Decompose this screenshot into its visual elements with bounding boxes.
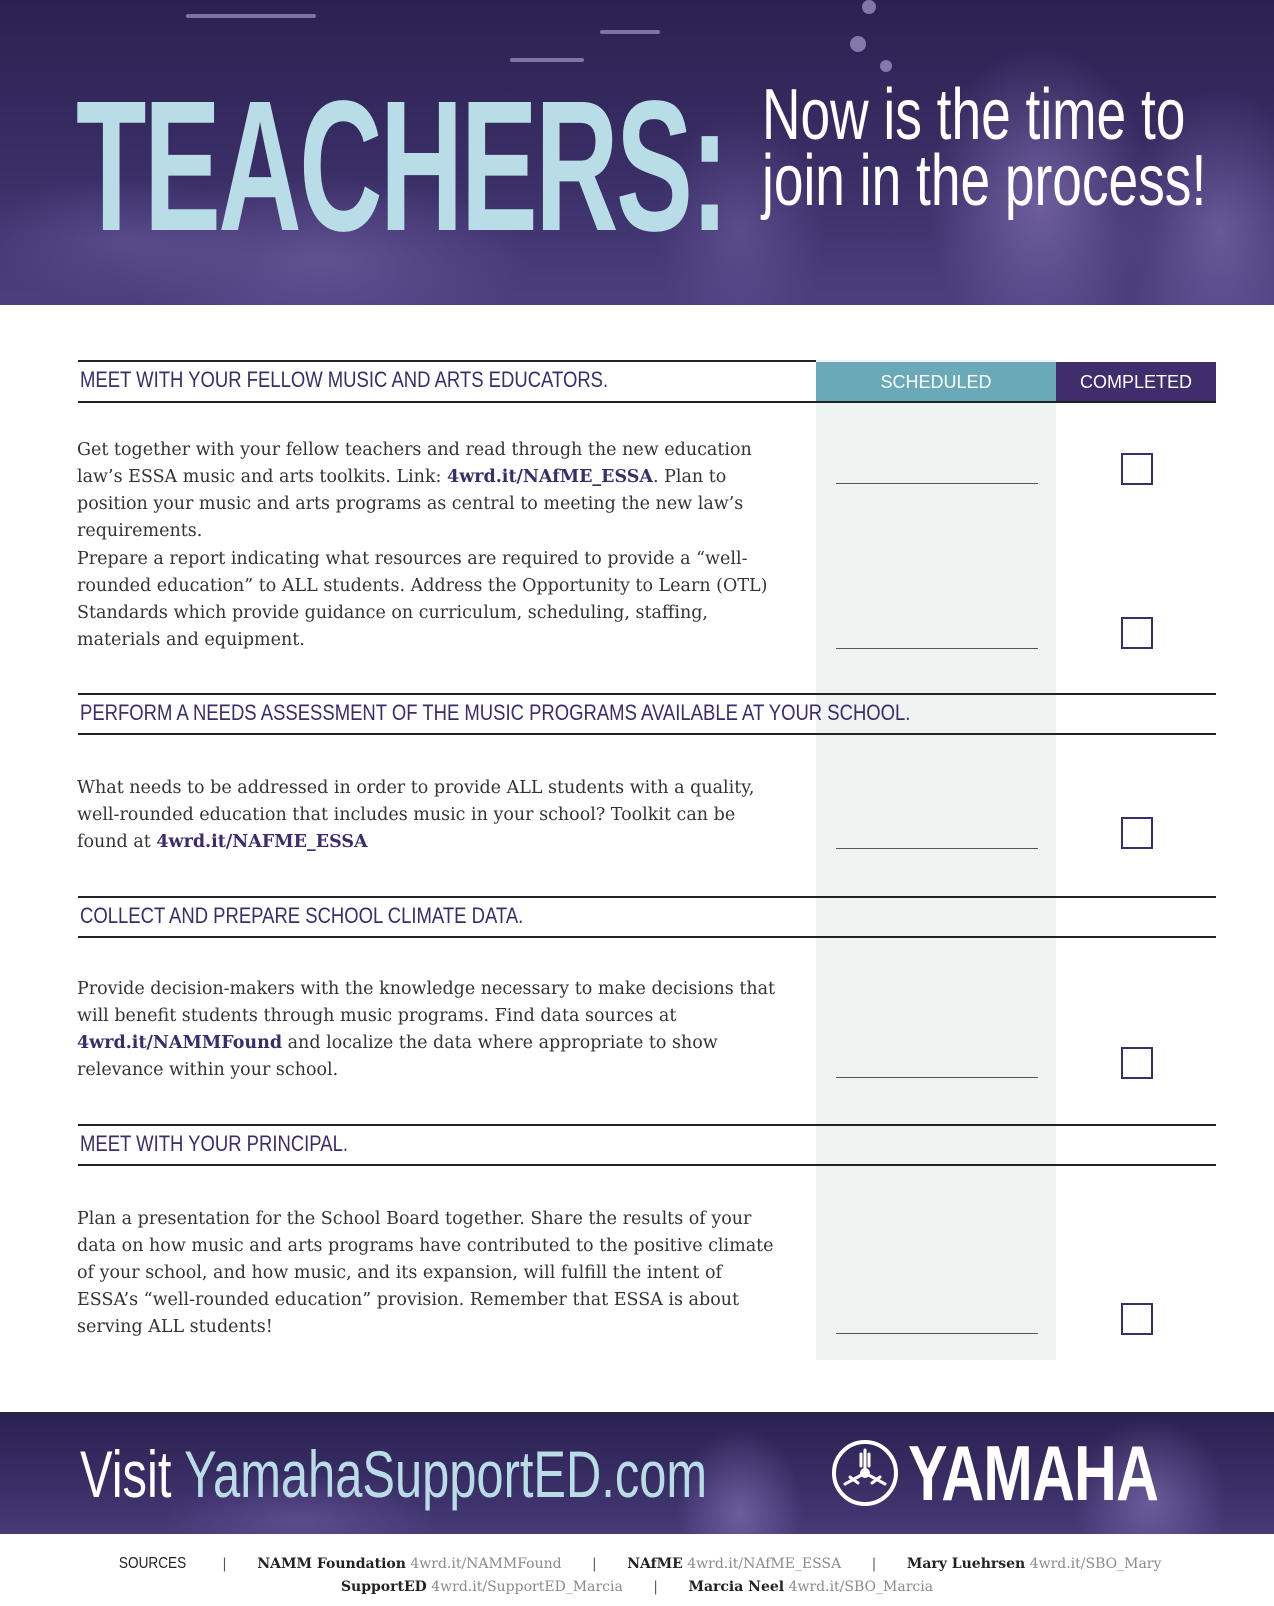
sources-line-2 — [0, 1579, 1274, 1595]
section-divider — [78, 733, 1216, 735]
section-title: PERFORM A NEEDS ASSESSMENT OF THE MUSIC PROGRAMS AVAILABLE AT YOUR SCHOOL. — [80, 700, 911, 725]
headline: TEACHERS: — [76, 63, 727, 270]
source-link[interactable]: 4wrd.it/SBO_Mary — [1029, 1556, 1162, 1572]
banner-light-dot — [880, 60, 892, 72]
source-separator: | — [871, 1556, 877, 1572]
yamaha-wordmark: YAMAHA — [908, 1429, 1159, 1517]
checklist-item-text: Provide decision-makers with the knowledge necessary to make decisions that will benefit students through music programs. Find data sources at 4wrd.it/NAMMFound and localize the data where appropriate to show relevance within your school. — [77, 979, 776, 1080]
completed-checkbox[interactable] — [1121, 453, 1153, 485]
source-link[interactable]: 4wrd.it/SBO_Marcia — [788, 1579, 934, 1595]
source-org: SupportED — [340, 1579, 427, 1595]
section-title: COLLECT AND PREPARE SCHOOL CLIMATE DATA. — [80, 903, 524, 928]
checklist-item-text: Plan a presentation for the School Board together. Share the results of your data on how music and arts programs have contributed to the positive climate of your school, and how music, and its expansion, will fulfill the intent of ESSA’s “well-rounded education” provision. Remember that ESSA is about serving ALL students! — [77, 1209, 774, 1337]
visit-callout — [80, 1438, 707, 1510]
completed-checkbox[interactable] — [1121, 817, 1153, 849]
checklist-item-text: Get together with your fellow teachers and read through the new education law’s ESSA music and arts toolkits. Link: 4wrd.it/NAfME_ESSA. Plan to position your music and arts programs as central to meeting the new law’s requirements. — [77, 440, 752, 541]
tagline-line-2: join in the process! — [762, 141, 1207, 221]
scheduled-date-field[interactable] — [836, 648, 1038, 649]
section-divider — [78, 401, 1216, 403]
scheduled-date-field[interactable] — [836, 848, 1038, 849]
section-title: MEET WITH YOUR FELLOW MUSIC AND ARTS EDUCATORS. — [80, 367, 609, 392]
checklist-item-text: What needs to be addressed in order to provide ALL students with a quality, well-rounded education that includes music in your school? Toolkit can be found at 4wrd.it/NAFME_ESSA — [77, 778, 755, 852]
source-org: NAMM Foundation — [257, 1556, 406, 1572]
section-divider — [78, 896, 1216, 898]
data-sources-link[interactable]: 4wrd.it/NAMMFound — [77, 1033, 283, 1053]
scheduled-date-field[interactable] — [836, 483, 1038, 484]
tagline — [762, 75, 1207, 221]
banner-light-streak — [186, 14, 316, 18]
toolkit-link[interactable]: 4wrd.it/NAfME_ESSA — [447, 467, 653, 487]
section-title: MEET WITH YOUR PRINCIPAL. — [80, 1131, 348, 1156]
section-divider — [78, 1164, 1216, 1166]
scheduled-date-field[interactable] — [836, 1077, 1038, 1078]
section-divider — [78, 1124, 1216, 1126]
visit-word: Visit — [80, 1437, 172, 1511]
source-link[interactable]: 4wrd.it/SupportED_Marcia — [431, 1579, 623, 1595]
completed-checkbox[interactable] — [1121, 1303, 1153, 1335]
source-separator: | — [592, 1556, 597, 1572]
source-link[interactable]: 4wrd.it/NAfME_ESSA — [687, 1556, 842, 1572]
section-divider — [78, 360, 816, 362]
banner-light-streak — [600, 30, 660, 34]
footer-banner — [0, 1412, 1274, 1534]
section-divider — [78, 693, 1216, 695]
toolkit-link[interactable]: 4wrd.it/NAFME_ESSA — [156, 832, 368, 852]
banner-light-streak — [510, 58, 584, 62]
banner-light-dot — [850, 36, 866, 52]
source-separator: | — [222, 1556, 227, 1572]
section-divider — [78, 936, 1216, 938]
tagline-line-1: Now is the time to — [762, 75, 1186, 155]
header-banner — [0, 0, 1274, 305]
source-org: Marcia Neel — [688, 1579, 785, 1595]
website-link[interactable]: YamahaSupportED.com — [184, 1437, 708, 1511]
scheduled-column — [816, 360, 1056, 1360]
completed-column-header: COMPLETED — [1056, 362, 1216, 402]
banner-light-dot — [862, 0, 876, 14]
source-link[interactable]: 4wrd.it/NAMMFound — [410, 1556, 562, 1572]
completed-checkbox[interactable] — [1121, 1047, 1153, 1079]
completed-checkbox[interactable] — [1121, 617, 1153, 649]
source-separator: | — [653, 1579, 658, 1595]
source-org: Mary Luehrsen — [906, 1556, 1026, 1572]
yamaha-tuning-forks-logo-icon — [832, 1440, 898, 1506]
sources-line-1 — [0, 1555, 1274, 1573]
scheduled-column-header: SCHEDULED — [816, 362, 1056, 402]
checklist-item-text: Prepare a report indicating what resources are required to provide a “well-rounded education” to ALL students. Address the Opportunity to Learn (OTL) Standards which provide guidance on curriculum, scheduling, staffing, materials and equipment. — [77, 549, 768, 650]
scheduled-date-field[interactable] — [836, 1333, 1038, 1334]
tuning-forks-icon — [836, 1444, 894, 1502]
source-org: NAfME — [627, 1556, 683, 1572]
sources-label: SOURCES — [118, 1555, 186, 1572]
